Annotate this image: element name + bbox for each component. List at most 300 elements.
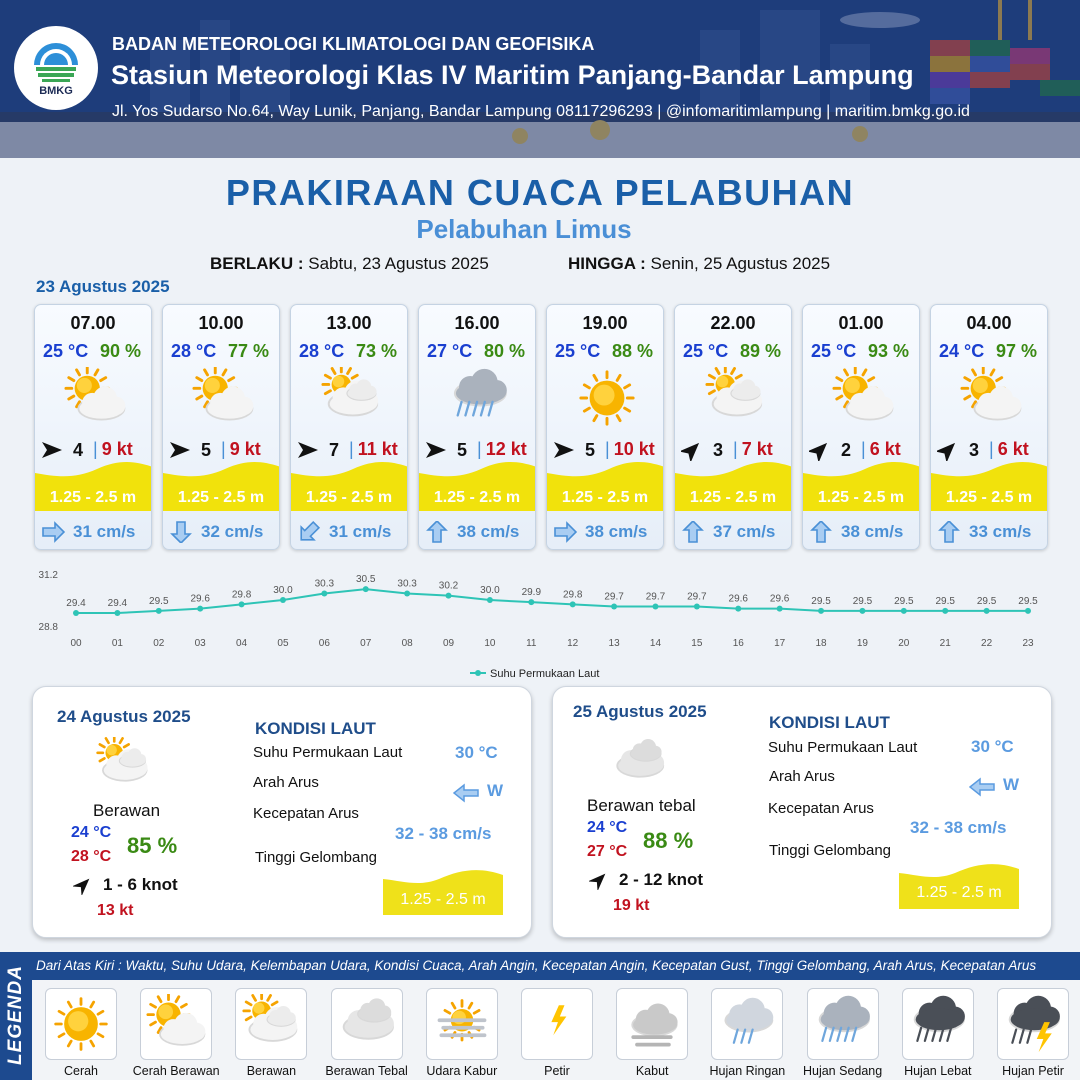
- current-speed-label: Kecepatan Arus: [253, 805, 359, 822]
- sst-data-label: 29.5: [811, 595, 831, 607]
- x-tick-label: 15: [691, 638, 703, 649]
- x-tick-label: 11: [526, 638, 537, 649]
- berawan-icon: [241, 994, 301, 1054]
- wind-direction-icon: [169, 439, 191, 461]
- legend-item: [133, 988, 219, 1078]
- wind-direction-icon: [297, 439, 319, 461]
- sst-data-point: [197, 606, 203, 612]
- x-tick-label: 16: [732, 638, 744, 649]
- cerah-berawan-icon: [189, 367, 257, 429]
- x-tick-label: 03: [194, 638, 206, 649]
- card-gust-value: 7 kt: [741, 439, 773, 459]
- sst-data-point: [321, 591, 327, 597]
- day-humidity: 88 %: [643, 828, 694, 853]
- sst-data-label: 30.3: [397, 578, 417, 590]
- card-wave-height: 1.25 - 2.5 m: [177, 489, 265, 506]
- card-wind-speed: 7: [329, 439, 340, 460]
- wind-direction-icon: [73, 875, 93, 895]
- separator: |: [861, 439, 866, 459]
- card-humidity: 80 %: [483, 341, 525, 361]
- forecast-card: [418, 304, 536, 550]
- sst-data-label: 29.6: [769, 593, 790, 605]
- bmkg-logo: [14, 26, 98, 110]
- legend-side-tab: [0, 952, 32, 1080]
- card-wind-speed: 3: [713, 439, 724, 460]
- sst-data-label: 29.4: [107, 598, 128, 609]
- wind-direction-icon: [937, 439, 959, 461]
- card-wind-speed: 5: [585, 439, 596, 460]
- hujan-lebat-icon: [908, 994, 968, 1054]
- sst-data-label: 29.7: [645, 591, 666, 603]
- card-current-speed: 38 cm/s: [585, 522, 648, 541]
- card-wave-height: 1.25 - 2.5 m: [49, 489, 137, 506]
- card-humidity: 77 %: [227, 341, 269, 361]
- cerah-berawan-icon: [146, 994, 206, 1054]
- kabut-icon: [622, 994, 682, 1054]
- day-gust: 13 kt: [97, 902, 134, 919]
- card-current-speed: 38 cm/s: [457, 522, 520, 541]
- current-direction-icon: [809, 521, 833, 543]
- current-direction-value: W: [1003, 775, 1020, 794]
- card-current: [809, 521, 903, 543]
- current-speed-label: Kecepatan Arus: [768, 800, 874, 817]
- wave-label: Tinggi Gelombang: [255, 849, 378, 866]
- validity-to-value: Senin, 25 Agustus 2025: [650, 254, 831, 273]
- card-humidity: 97 %: [995, 341, 1037, 361]
- sst-data-label: 29.6: [728, 593, 748, 605]
- card-time: 01.00: [838, 313, 884, 333]
- wave-height-value: 1.25 - 2.5 m: [916, 884, 1002, 901]
- legend-icon-box: [616, 988, 688, 1060]
- legend-item: [514, 988, 600, 1078]
- sst-series-line: [76, 589, 1028, 613]
- card-wind: [809, 439, 851, 461]
- card-temperature: 28 °C: [171, 341, 217, 361]
- current-direction-icon: [41, 521, 65, 543]
- legend-item-label: Berawan: [246, 1064, 297, 1078]
- sst-chart: [30, 564, 1060, 684]
- sst-data-point: [984, 608, 990, 614]
- day-wind: [589, 870, 703, 890]
- x-tick-label: 06: [318, 638, 330, 649]
- wave-label: Tinggi Gelombang: [769, 842, 892, 859]
- card-weather-icon: [829, 367, 897, 429]
- day-wind-speed: 1 - 6 knot: [103, 875, 178, 894]
- sst-data-point: [611, 604, 617, 610]
- legend-icon-box: [521, 988, 593, 1060]
- card-gust: [93, 439, 133, 460]
- card-wind-speed: 2: [841, 439, 852, 460]
- sst-data-label: 29.4: [66, 598, 86, 609]
- sst-data-point: [818, 608, 824, 614]
- card-time: 19.00: [582, 313, 628, 333]
- card-wind: [937, 439, 979, 461]
- day-humidity: 85 %: [127, 833, 178, 858]
- sst-data-point: [942, 608, 948, 614]
- sst-legend-label: Suhu Permukaan Laut: [490, 668, 600, 680]
- card-time: 16.00: [454, 313, 500, 333]
- day-temp-min: 24 °C: [587, 819, 628, 836]
- card-gust: [605, 439, 655, 460]
- current-direction-arrow-icon: [969, 777, 995, 802]
- legend-icon-box: [426, 988, 498, 1060]
- card-temperature: 25 °C: [683, 341, 729, 361]
- berawan-tebal-icon: [609, 735, 669, 791]
- berawan-tebal-icon: [609, 735, 669, 791]
- separator: |: [989, 439, 994, 459]
- card-time: 13.00: [326, 313, 372, 333]
- card-time: 22.00: [710, 313, 756, 333]
- day-date: 24 Agustus 2025: [57, 707, 191, 726]
- legend-item-label: Berawan Tebal: [325, 1064, 408, 1078]
- sst-data-point: [652, 604, 658, 610]
- hourly-forecast-cards: [34, 304, 1054, 552]
- sst-data-label: 29.5: [1018, 595, 1038, 607]
- separator: |: [733, 439, 738, 459]
- legend-item-label: Kabut: [635, 1064, 669, 1078]
- forecast-date: 23 Agustus 2025: [36, 277, 170, 296]
- sst-data-label: 29.8: [562, 589, 583, 601]
- legend-item: [324, 988, 410, 1078]
- card-weather-icon: [61, 367, 129, 429]
- forecast-card: [802, 304, 920, 550]
- forecast-card: [546, 304, 664, 550]
- sst-data-label: 30.0: [480, 585, 500, 596]
- cerah-icon: [573, 367, 641, 429]
- sst-data-point: [404, 591, 410, 597]
- card-wind-speed: 5: [201, 439, 212, 460]
- x-tick-label: 21: [939, 638, 951, 649]
- card-wind: [41, 439, 83, 461]
- legend-icon-box: [902, 988, 974, 1060]
- sst-data-label: 29.5: [935, 595, 955, 607]
- day-wind: [73, 875, 178, 895]
- sst-data-point: [239, 601, 245, 607]
- logo-text: BMKG: [39, 85, 73, 97]
- current-direction-icon: [425, 521, 449, 543]
- card-gust-value: 11 kt: [357, 439, 398, 459]
- legend-icon-box: [807, 988, 879, 1060]
- card-humidity: 73 %: [355, 341, 397, 361]
- legend-item: [609, 988, 695, 1078]
- sst-data-label: 30.5: [356, 574, 376, 586]
- legend-item: [800, 988, 886, 1078]
- sst-data-point: [156, 608, 162, 614]
- legend-item-label: Hujan Petir: [1002, 1064, 1064, 1078]
- validity-from-value: Sabtu, 23 Agustus 2025: [308, 254, 489, 273]
- separator: |: [349, 439, 354, 459]
- card-weather-icon: [189, 367, 257, 429]
- sst-data-label: 29.5: [894, 595, 914, 607]
- card-weather-icon: [445, 367, 513, 429]
- card-current-speed: 31 cm/s: [73, 522, 136, 541]
- x-tick-label: 09: [442, 638, 455, 649]
- berawan-icon: [701, 367, 769, 429]
- sst-label: Suhu Permukaan Laut: [768, 739, 918, 756]
- wave-height-value: 1.25 - 2.5 m: [400, 891, 486, 908]
- forecast-card: [290, 304, 408, 550]
- x-tick-label: 01: [111, 638, 123, 649]
- card-temperature: 27 °C: [427, 341, 473, 361]
- validity-from-label: BERLAKU :: [210, 254, 304, 273]
- legend-item-label: Cerah: [63, 1064, 99, 1078]
- card-gust-value: 12 kt: [485, 439, 527, 459]
- card-current-speed: 37 cm/s: [713, 522, 776, 541]
- card-gust: [733, 439, 773, 460]
- port-name: Pelabuhan Limus: [416, 214, 632, 244]
- x-tick-label: 20: [898, 638, 910, 649]
- card-current: [41, 521, 135, 543]
- wind-direction-icon: [425, 439, 447, 461]
- card-time: 10.00: [198, 313, 244, 333]
- card-temperature: 25 °C: [811, 341, 857, 361]
- legend-item-label: Udara Kabur: [426, 1064, 498, 1078]
- validity-from: [210, 254, 489, 274]
- sst-data-point: [777, 606, 783, 612]
- sst-data-label: 30.2: [438, 580, 459, 592]
- card-temperature: 24 °C: [939, 341, 985, 361]
- sea-condition-title: KONDISI LAUT: [769, 713, 890, 732]
- legend-icon-box: [235, 988, 307, 1060]
- sst-data-label: 30.0: [273, 585, 293, 596]
- card-wave-height: 1.25 - 2.5 m: [433, 489, 521, 506]
- legend-item: [38, 988, 124, 1078]
- x-tick-label: 12: [567, 638, 579, 649]
- card-current: [425, 521, 519, 543]
- x-tick-label: 19: [856, 638, 868, 649]
- card-gust-value: 6 kt: [869, 439, 901, 459]
- card-temperature: 28 °C: [299, 341, 345, 361]
- forecast-card: [162, 304, 280, 550]
- card-wind: [553, 439, 595, 461]
- legend-item: [228, 988, 314, 1078]
- hujan-sedang-icon: [813, 994, 873, 1054]
- sst-data-point: [570, 601, 576, 607]
- card-humidity: 93 %: [867, 341, 909, 361]
- hujan-sedang-icon: [445, 367, 513, 429]
- legend-item-label: Hujan Sedang: [802, 1064, 883, 1078]
- card-current: [681, 521, 775, 543]
- current-direction-label: Arah Arus: [253, 774, 319, 791]
- card-gust: [861, 439, 901, 460]
- y-tick-label: 28.8: [38, 622, 58, 633]
- card-gust-value: 9 kt: [101, 439, 133, 459]
- card-current: [553, 521, 647, 543]
- separator: |: [605, 439, 610, 459]
- petir-icon: [527, 994, 587, 1054]
- sst-data-point: [73, 610, 79, 616]
- card-wind: [425, 439, 467, 461]
- sst-label: Suhu Permukaan Laut: [253, 744, 403, 761]
- current-direction-icon: [297, 521, 321, 543]
- forecast-card: [34, 304, 152, 550]
- card-temperature: 25 °C: [555, 341, 601, 361]
- sst-data-label: 29.7: [687, 591, 707, 603]
- day-condition: Berawan: [93, 801, 161, 820]
- card-current: [297, 521, 391, 543]
- card-wind-speed: 5: [457, 439, 468, 460]
- sst-data-label: 29.7: [604, 591, 624, 603]
- card-wind-speed: 3: [969, 439, 980, 460]
- separator: |: [477, 439, 482, 459]
- x-tick-label: 05: [277, 638, 289, 649]
- card-wind: [169, 439, 211, 461]
- card-weather-icon: [957, 367, 1025, 429]
- day-panel-2: [552, 686, 1052, 938]
- sst-data-point: [901, 608, 907, 614]
- sst-data-label: 29.5: [852, 595, 873, 607]
- day-temp-min: 24 °C: [71, 824, 112, 841]
- x-tick-label: 18: [815, 638, 827, 649]
- day-panel-1: [32, 686, 532, 938]
- wind-direction-icon: [553, 439, 575, 461]
- card-gust-value: 6 kt: [997, 439, 1029, 459]
- sst-data-label: 29.6: [190, 593, 210, 605]
- sst-data-label: 29.5: [149, 595, 169, 607]
- sst-data-label: 29.9: [521, 587, 542, 599]
- legend-side-label: LEGENDA: [5, 965, 26, 1065]
- card-weather-icon: [573, 367, 641, 429]
- card-humidity: 88 %: [611, 341, 653, 361]
- legend-icon-box: [140, 988, 212, 1060]
- x-tick-label: 10: [484, 638, 496, 649]
- legend-item: [419, 988, 505, 1078]
- legend-icon-box: [331, 988, 403, 1060]
- legend-item: [704, 988, 790, 1078]
- card-current: [169, 521, 263, 543]
- card-humidity: 89 %: [739, 341, 781, 361]
- hujan-petir-icon: [1003, 994, 1063, 1054]
- card-wave-height: 1.25 - 2.5 m: [817, 489, 905, 506]
- x-tick-label: 22: [981, 638, 993, 649]
- sst-data-point: [363, 586, 369, 592]
- card-wave-height: 1.25 - 2.5 m: [561, 489, 649, 506]
- wind-direction-icon: [41, 439, 63, 461]
- legend-item: [895, 988, 981, 1078]
- card-current-speed: 38 cm/s: [841, 522, 904, 541]
- current-direction-value: W: [487, 781, 504, 800]
- card-current-speed: 32 cm/s: [201, 522, 264, 541]
- legend-item: [990, 988, 1076, 1078]
- sst-value: 30 °C: [971, 737, 1014, 756]
- day-condition: Berawan tebal: [587, 796, 696, 815]
- bmkg-emblem-icon: [30, 39, 82, 83]
- sst-data-point: [1025, 608, 1031, 614]
- cerah-berawan-icon: [829, 367, 897, 429]
- current-direction-icon: [681, 521, 705, 543]
- y-tick-label: 31.2: [38, 570, 58, 581]
- card-wave-height: 1.25 - 2.5 m: [305, 489, 393, 506]
- card-humidity: 90 %: [99, 341, 141, 361]
- sst-data-point: [280, 597, 286, 603]
- udara-kabur-icon: [432, 994, 492, 1054]
- wind-direction-icon: [589, 870, 609, 890]
- sst-data-point: [528, 599, 534, 605]
- card-weather-icon: [317, 367, 385, 429]
- x-tick-label: 02: [153, 638, 165, 649]
- card-wave-height: 1.25 - 2.5 m: [689, 489, 777, 506]
- separator: |: [221, 439, 226, 459]
- validity-to-label: HINGGA :: [568, 254, 646, 273]
- sst-data-label: 29.8: [231, 589, 252, 601]
- page-title: PRAKIRAAN CUACA PELABUHAN: [225, 172, 855, 213]
- station-name: Stasiun Meteorologi Klas IV Maritim Panjang-Bandar Lampung: [111, 60, 914, 90]
- day-date: 25 Agustus 2025: [573, 702, 707, 721]
- x-tick-label: 04: [236, 638, 248, 649]
- sst-data-point: [694, 604, 700, 610]
- legend-item-label: Hujan Ringan: [709, 1064, 786, 1078]
- cerah-berawan-icon: [957, 367, 1025, 429]
- x-tick-label: 23: [1022, 638, 1034, 649]
- wind-direction-icon: [809, 439, 831, 461]
- legend-description: Dari Atas Kiri : Waktu, Suhu Udara, Kelembapan Udara, Kondisi Cuaca, Arah Angin, Kecepatan Angin, Kecepatan Gust, Tinggi Gelombang, Arah Arus, Kecepatan Arus: [32, 952, 1080, 980]
- card-wave-height: 1.25 - 2.5 m: [945, 489, 1033, 506]
- card-gust: [989, 439, 1029, 460]
- card-gust: [221, 439, 261, 460]
- legend-icon-box: [711, 988, 783, 1060]
- berawan-icon: [93, 737, 153, 793]
- day-temp-max: 27 °C: [587, 843, 628, 860]
- validity-to: [568, 254, 830, 274]
- header-banner: [0, 0, 1080, 158]
- card-gust-value: 10 kt: [613, 439, 655, 459]
- hujan-ringan-icon: [717, 994, 777, 1054]
- sst-data-label: 29.5: [976, 595, 997, 607]
- sst-data-point: [114, 610, 120, 616]
- card-wind: [297, 439, 339, 461]
- x-tick-label: 14: [649, 638, 662, 649]
- x-tick-label: 08: [401, 638, 413, 649]
- forecast-card: [930, 304, 1048, 550]
- x-tick-label: 00: [70, 638, 82, 649]
- current-direction-icon: [937, 521, 961, 543]
- card-wind-speed: 4: [73, 439, 84, 460]
- station-contact: Jl. Yos Sudarso No.64, Way Lunik, Panjang, Bandar Lampung 08117296293 | @infomaritimlampung | maritim.bmkg.go.id: [112, 103, 970, 120]
- legend-item-label: Hujan Lebat: [904, 1064, 972, 1078]
- x-tick-label: 17: [774, 638, 786, 649]
- card-wind: [681, 439, 723, 461]
- current-speed-value: 32 - 38 cm/s: [910, 818, 1007, 837]
- legend-icon-box: [45, 988, 117, 1060]
- current-speed-value: 32 - 38 cm/s: [395, 824, 492, 843]
- sst-data-point: [735, 606, 741, 612]
- sst-data-point: [859, 608, 865, 614]
- card-current-speed: 31 cm/s: [329, 522, 392, 541]
- card-gust: [349, 439, 398, 460]
- sea-condition-title: KONDISI LAUT: [255, 719, 376, 738]
- sst-legend-swatch: [475, 670, 481, 676]
- berawan-icon: [93, 737, 153, 793]
- berawan-icon: [317, 367, 385, 429]
- agency-name: BADAN METEOROLOGI KLIMATOLOGI DAN GEOFISIKA: [112, 34, 595, 54]
- sst-data-label: 30.3: [314, 578, 335, 590]
- forecast-card: [674, 304, 792, 550]
- wind-direction-icon: [681, 439, 703, 461]
- legend: [0, 952, 1080, 1080]
- card-gust: [477, 439, 527, 460]
- separator: |: [93, 439, 98, 459]
- sst-value: 30 °C: [455, 743, 498, 762]
- legend-icon-box: [997, 988, 1069, 1060]
- card-time: 07.00: [70, 313, 116, 333]
- day-temp-max: 28 °C: [71, 848, 112, 865]
- x-tick-label: 13: [608, 638, 620, 649]
- x-tick-label: 07: [360, 638, 372, 649]
- sst-data-point: [487, 597, 493, 603]
- card-current: [937, 521, 1031, 543]
- card-time: 04.00: [966, 313, 1012, 333]
- current-direction-icon: [553, 521, 577, 543]
